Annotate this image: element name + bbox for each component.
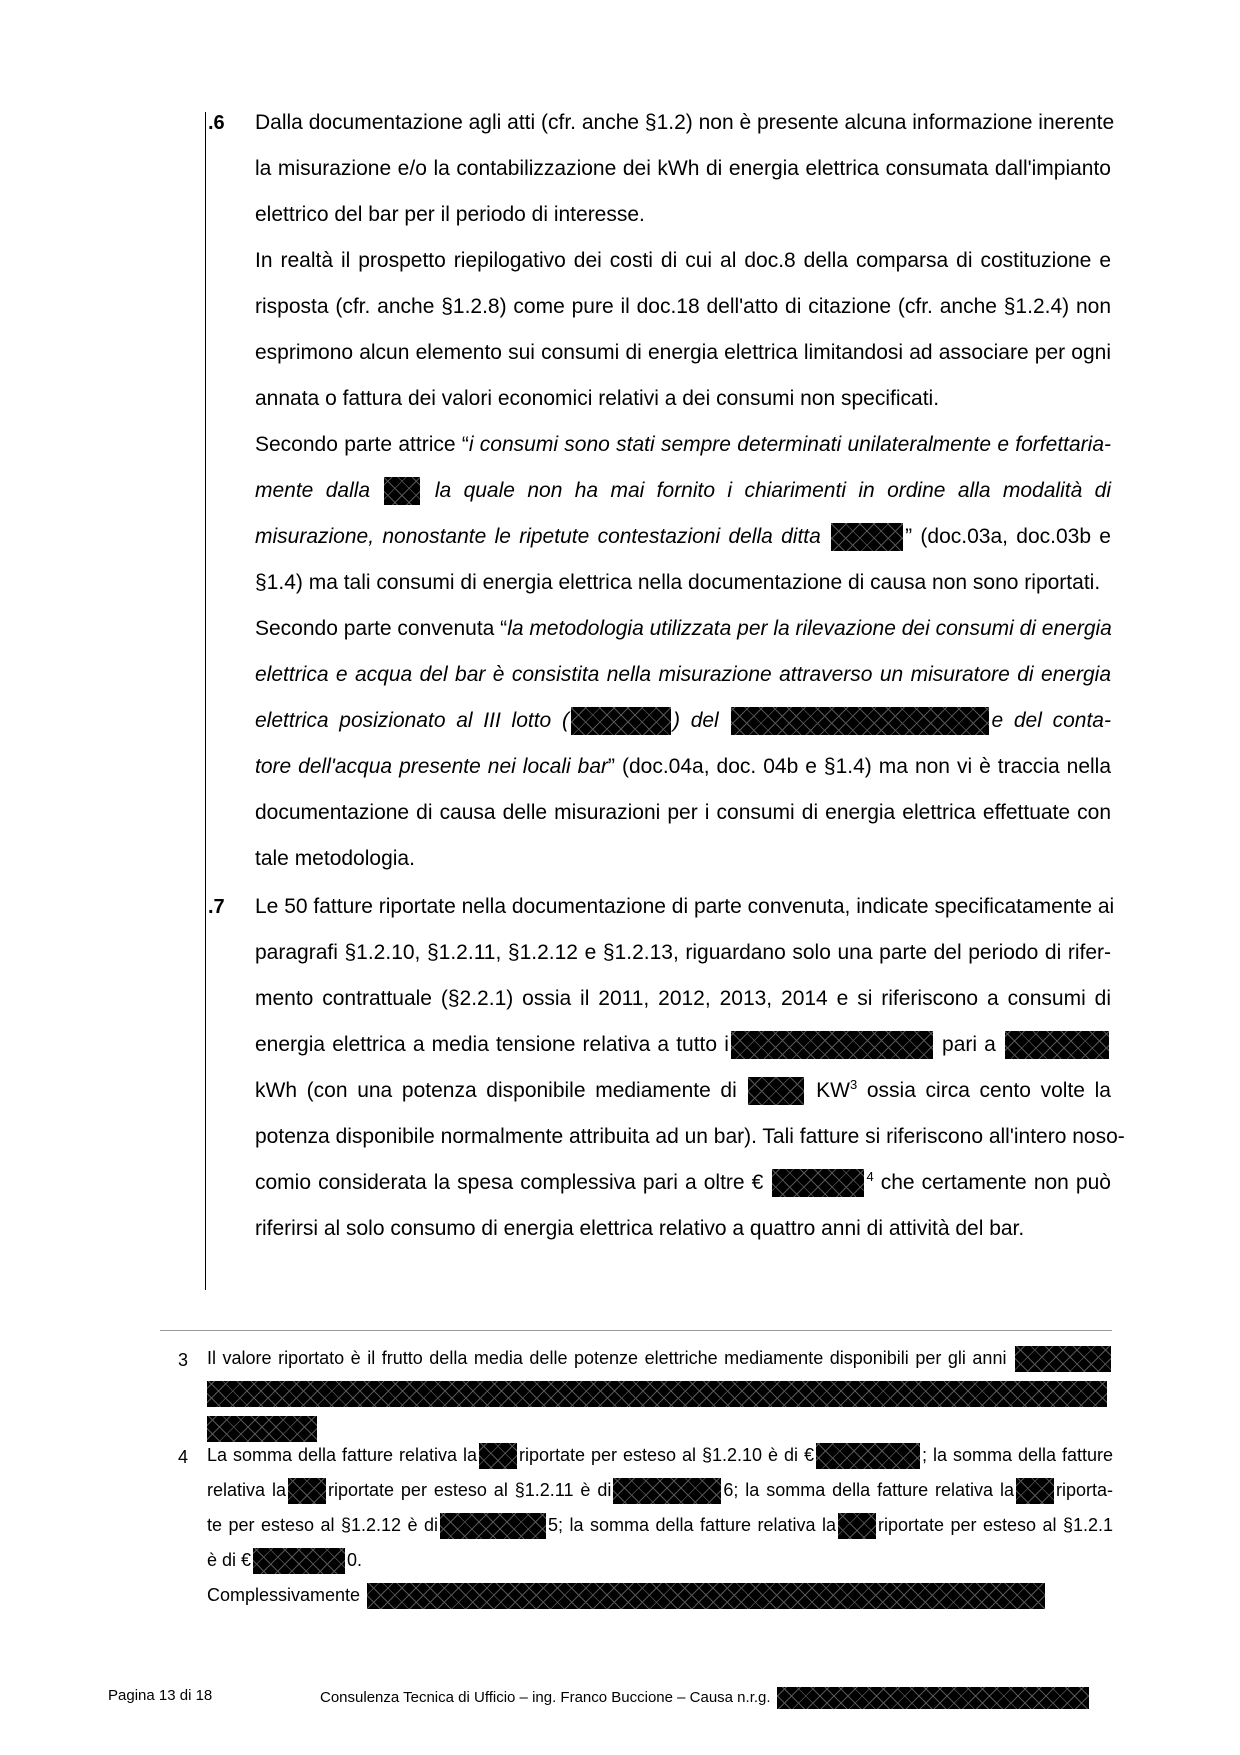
text-line bbox=[255, 606, 1111, 652]
redaction-block bbox=[748, 1077, 804, 1105]
footnote-separator bbox=[160, 1330, 1112, 1331]
redaction-block bbox=[772, 1169, 864, 1197]
footnote-number-4: 4 bbox=[178, 1447, 189, 1467]
quote-text: ) del bbox=[672, 709, 719, 732]
paragraph-6 bbox=[255, 100, 1115, 882]
redaction-block bbox=[440, 1513, 546, 1539]
text-line: la misurazione e/o la contabilizzazione dei kWh di energia elettrica consumata dall'impianto bbox=[255, 157, 1111, 180]
text-run: Complessivamente bbox=[207, 1585, 361, 1605]
quote-text: e del conta- bbox=[991, 709, 1111, 732]
text-run: La somma della fatture relativa la bbox=[207, 1445, 477, 1465]
footnote-ref: 4 bbox=[866, 1169, 874, 1184]
text-run: kWh (con una potenza disponibile mediamente di bbox=[255, 1079, 737, 1102]
text-line: Le 50 fatture riportate nella documentazione di parte convenuta, indicate specificatamente ai bbox=[255, 895, 1115, 918]
redaction-block bbox=[288, 1478, 326, 1504]
text-line: tale metodologia. bbox=[255, 847, 415, 870]
footnote-ref: 3 bbox=[849, 1077, 858, 1092]
redaction-block bbox=[1005, 1031, 1109, 1059]
redaction-block bbox=[831, 523, 903, 551]
redaction-block bbox=[367, 1583, 1045, 1609]
paragraph-number-7: .7 bbox=[208, 896, 225, 918]
redaction-block bbox=[838, 1513, 876, 1539]
text-run: Il valore riportato è il frutto della media delle potenze elettriche mediamente disponibili per gli anni bbox=[207, 1348, 1007, 1368]
quote-text: misurazione, nonostante le ripetute contestazioni della ditta bbox=[255, 525, 821, 548]
footnote-number-3: 3 bbox=[178, 1350, 189, 1370]
text-line: elettrico del bar per il periodo di interesse. bbox=[255, 203, 645, 226]
text-line bbox=[207, 1578, 1113, 1613]
paragraph-number-6: .6 bbox=[208, 112, 225, 134]
text-line: documentazione di causa delle misurazioni per i consumi di energia elettrica effettuate con bbox=[255, 801, 1111, 824]
text-line bbox=[255, 1160, 1111, 1206]
redaction-block bbox=[571, 707, 671, 735]
text-line bbox=[255, 744, 1111, 790]
text-run: riporta- bbox=[1055, 1480, 1113, 1500]
redaction-block bbox=[731, 707, 989, 735]
text-run: 6; la somma della fatture relativa la bbox=[723, 1480, 1014, 1500]
redaction-block bbox=[207, 1381, 1107, 1407]
text-run: Secondo parte convenuta “ bbox=[255, 617, 508, 640]
text-run: è di € bbox=[207, 1550, 252, 1570]
text-run: riportate per esteso al §1.2.10 è di € bbox=[519, 1445, 814, 1465]
footnote-4 bbox=[207, 1438, 1113, 1613]
text-run: ” (doc.04a, doc. 04b e §1.4) ma non vi è traccia nella bbox=[608, 755, 1112, 778]
footer-title-text: Consulenza Tecnica di Ufficio – ing. Franco Buccione – Causa n.r.g. bbox=[320, 1688, 771, 1706]
text-line bbox=[207, 1543, 1113, 1578]
text-line: potenza disponibile normalmente attribuita ad un bar). Tali fatture si riferiscono all'intero noso- bbox=[255, 1125, 1125, 1148]
redaction-block bbox=[1016, 1478, 1054, 1504]
text-line: esprimono alcun elemento sui consumi di energia elettrica limitandosi ad associare per ogni bbox=[255, 341, 1111, 364]
text-run: te per esteso al §1.2.12 è di bbox=[207, 1515, 438, 1535]
text-line: mento contrattuale (§2.2.1) ossia il 2011, 2012, 2013, 2014 e si riferiscono a consumi di bbox=[255, 987, 1111, 1010]
redaction-block bbox=[479, 1443, 517, 1469]
quote-text: i consumi sono stati sempre determinati unilateralmente e forfettaria- bbox=[468, 433, 1111, 456]
text-line bbox=[207, 1508, 1113, 1543]
text-run: 0. bbox=[347, 1550, 363, 1570]
quote-text: elettrica posizionato al III lotto ( bbox=[255, 709, 569, 732]
text-run: 5; la somma della fatture relativa la bbox=[548, 1515, 836, 1535]
text-line: riferirsi al solo consumo di energia elettrica relativo a quattro anni di attività del bar. bbox=[255, 1217, 1025, 1240]
text-line bbox=[207, 1473, 1113, 1508]
footnote-3 bbox=[207, 1341, 1113, 1446]
quote-text: tore dell'acqua presente nei locali bar bbox=[255, 755, 609, 778]
text-run: energia elettrica a media tensione relativa a tutto i bbox=[255, 1033, 729, 1056]
text-line: Dalla documentazione agli atti (cfr. anche §1.2) non è presente alcuna informazione inerente bbox=[255, 111, 1115, 134]
redaction-block bbox=[731, 1031, 933, 1059]
text-line: paragrafi §1.2.10, §1.2.11, §1.2.12 e §1.2.13, riguardano solo una parte del periodo di rifer- bbox=[255, 941, 1111, 964]
footer-title bbox=[320, 1687, 1091, 1709]
text-run: ; la somma della fatture bbox=[922, 1445, 1113, 1465]
quote-text: mente dalla bbox=[255, 479, 371, 502]
text-line bbox=[255, 1068, 1111, 1114]
text-run: riportate per esteso al §1.2.11 è di bbox=[327, 1480, 612, 1500]
paragraph-7 bbox=[255, 884, 1125, 1252]
quote-text: la metodologia utilizzata per la rilevazione dei consumi di energia bbox=[507, 617, 1112, 640]
page-number: Pagina 13 di 18 bbox=[108, 1687, 213, 1704]
text-line: annata o fattura dei valori economici relativi a dei consumi non specificati. bbox=[255, 387, 940, 410]
text-run: ossia circa cento volte la bbox=[866, 1079, 1111, 1102]
text-line bbox=[207, 1341, 1113, 1376]
text-line bbox=[207, 1438, 1113, 1473]
text-line: risposta (cfr. anche §1.2.8) come pure il doc.18 dell'atto di citazione (cfr. anche §1.2.4) non bbox=[255, 295, 1111, 318]
redaction-block bbox=[384, 477, 420, 505]
revision-bar bbox=[205, 112, 206, 1290]
text-line: elettrica e acqua del bar è consistita nella misurazione attraverso un misuratore di energia bbox=[255, 663, 1111, 686]
text-run: comio considerata la spesa complessiva pari a oltre € bbox=[255, 1171, 764, 1194]
text-line: In realtà il prospetto riepilogativo dei costi di cui al doc.8 della comparsa di costituzione e bbox=[255, 249, 1111, 272]
text-line bbox=[255, 422, 1111, 468]
redaction-block bbox=[1015, 1346, 1111, 1372]
text-line bbox=[255, 514, 1111, 560]
text-line bbox=[255, 1022, 1111, 1068]
text-run: KW bbox=[816, 1079, 850, 1102]
text-run: Secondo parte attrice “ bbox=[255, 433, 469, 456]
redaction-block bbox=[777, 1687, 1089, 1709]
redaction-block bbox=[253, 1548, 345, 1574]
text-line bbox=[255, 698, 1111, 744]
text-run: relativa la bbox=[207, 1480, 286, 1500]
text-line bbox=[255, 468, 1111, 514]
redaction-block bbox=[816, 1443, 920, 1469]
text-run: riportate per esteso al §1.2.1 bbox=[877, 1515, 1113, 1535]
text-line: §1.4) ma tali consumi di energia elettrica nella documentazione di causa non sono riportati. bbox=[255, 571, 1101, 594]
quote-text: la quale non ha mai fornito i chiarimenti in ordine alla modalità di bbox=[434, 479, 1111, 502]
text-line bbox=[207, 1376, 1113, 1411]
text-run: pari a bbox=[942, 1033, 996, 1056]
text-run: che certamente non può bbox=[880, 1171, 1111, 1194]
text-run: ” (doc.03a, doc.03b e bbox=[905, 525, 1111, 548]
redaction-block bbox=[613, 1478, 721, 1504]
